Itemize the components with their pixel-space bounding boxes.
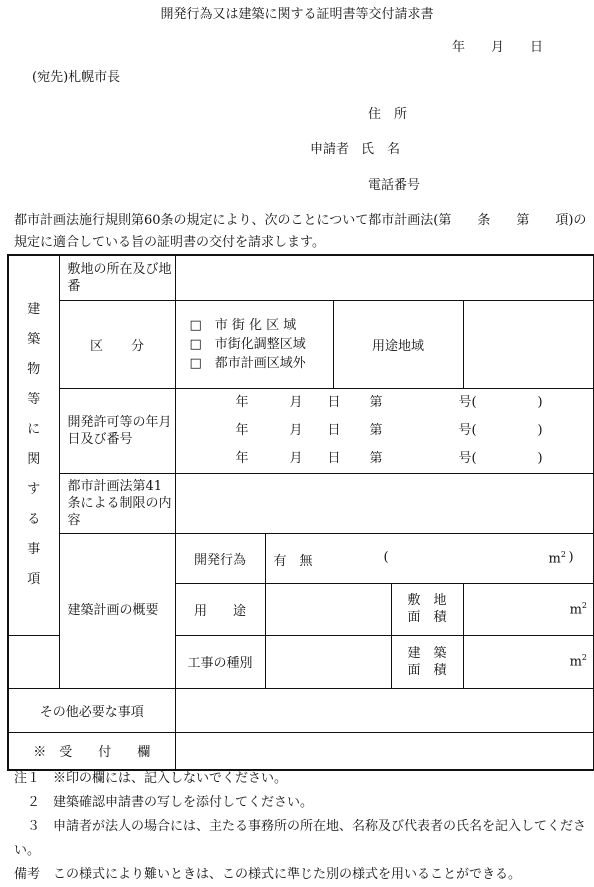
applicant-phone-label: 電話番号 [368,178,421,193]
permit-date-number-label: 開発許可等の年月日及び番号 [59,388,175,473]
building-area-label: 建 築 面 積 [391,635,463,688]
building-area-field[interactable]: $m^2$ [463,635,594,688]
checkbox-urbanization-control-area[interactable]: □ 市街化調整区域 [189,336,306,352]
date-month-label: 月 [491,40,505,55]
applicant-name-line [310,138,400,157]
restriction-label: 都市計画法第41条による制限の内容 [59,473,175,533]
building-matters-side-label: 建 築 物 等 に 関 す る 事 項 [8,255,59,635]
date-day-label: 日 [530,40,544,55]
permit-row: 年 月 日 第 号( ) [235,450,543,466]
reception-field [175,732,594,770]
notes [14,767,594,887]
note-1: 注１ ※印の欄には、記入しないでください。 [14,771,288,786]
site-area-label: 敷 地 面 積 [391,583,463,635]
checkbox-outside-planning-area[interactable]: □ 都市計画区域外 [189,355,306,371]
use-zone-label: 用途地域 [333,300,463,388]
category-options [175,300,333,388]
use-zone-field[interactable] [463,300,594,388]
use-label: 用 途 [175,583,265,635]
restriction-field[interactable] [175,473,594,533]
development-act-label: 開発行為 [175,533,265,583]
development-act-value: 有 無 [273,553,313,569]
applicant-name-label: 氏 名 [361,142,401,157]
request-form-table [7,254,594,771]
use-field[interactable] [265,583,391,635]
work-type-field[interactable] [265,635,391,688]
form-title: 開発行為又は建築に関する証明書等交付請求書 [160,7,434,22]
permit-row: 年 月 日 第 号( ) [235,394,543,410]
other-matters-field[interactable] [175,688,594,732]
reception-label: ※ 受 付 欄 [8,732,175,770]
building-plan-label: 建築計画の概要 [59,533,175,688]
development-area-unit: $m^2$ [548,549,566,566]
note-3: ３ 申請者が法人の場合には、主たる事務所の所在地、名称及び代表者の氏名を記入してください。 [14,819,587,858]
permit-row: 年 月 日 第 号( ) [235,422,543,438]
note-2: ２ 建築確認申請書の写しを添付してください。 [14,795,314,810]
site-location-field[interactable] [175,255,594,300]
site-location-label: 敷地の所在及び地番 [59,255,175,300]
development-act-field[interactable] [265,533,594,583]
other-matters-label: その他必要な事項 [8,688,175,732]
addressee: (宛先)札幌市長 [32,70,121,85]
applicant-group-label: 申請者 [310,142,350,157]
category-label: 区分 [59,300,175,388]
development-area-open-paren: ( [383,549,389,565]
remarks: 備考 この様式により難いときは、この様式に準じた別の様式を用いることができる。 [14,867,522,882]
date-line [452,36,543,55]
site-area-field[interactable]: $m^2$ [463,583,594,635]
request-statement: 都市計画法施行規則第60条の規定により、次のことについて都市計画法(第 条 第 項)の規定に適合している旨の証明書の交付を請求します。 [14,213,587,250]
applicant-address-label: 住 所 [368,107,408,122]
permit-date-number-field[interactable] [175,388,594,473]
work-type-label: 工事の種別 [175,635,265,688]
development-area-close-paren: ) [568,549,574,565]
checkbox-urbanization-area[interactable]: □ 市 街 化 区 域 [189,317,297,333]
date-year-label: 年 [452,40,466,55]
